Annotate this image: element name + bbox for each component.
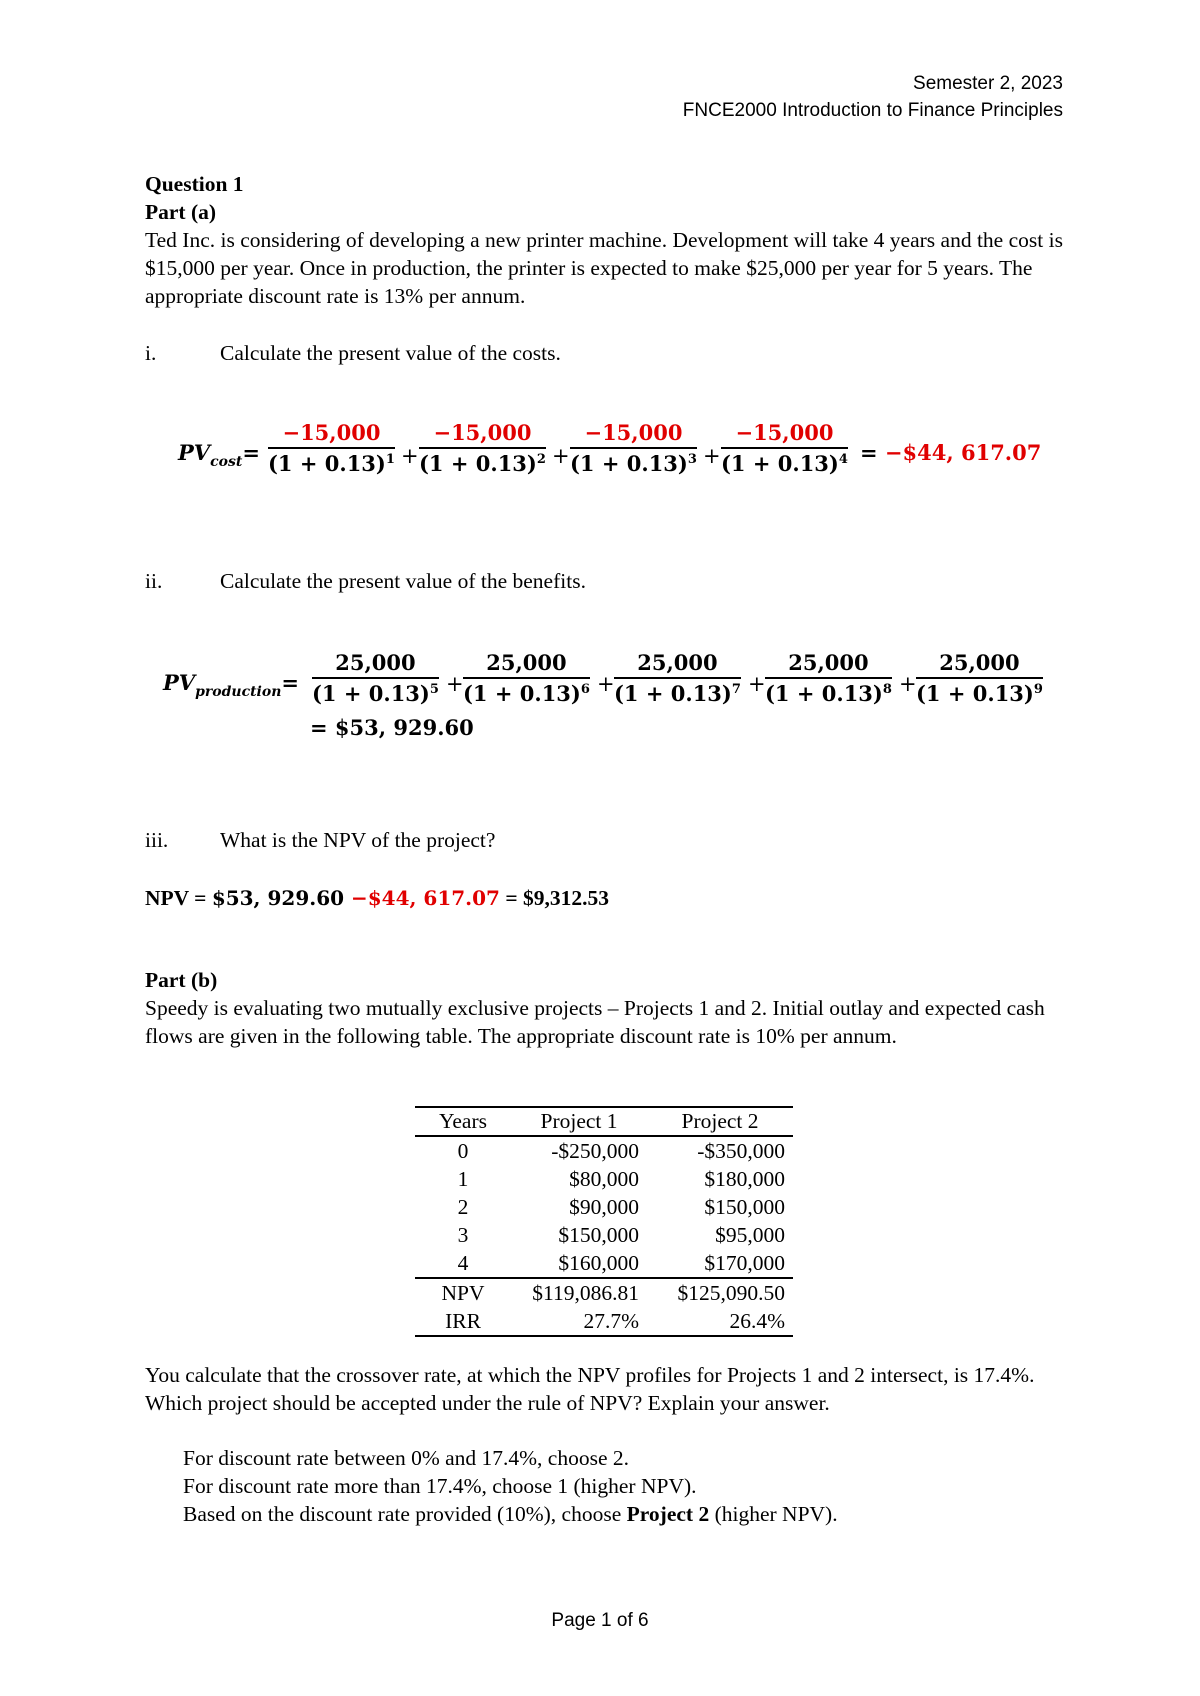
col-project-2: Project 2 bbox=[647, 1107, 793, 1136]
plus-sign: + bbox=[552, 444, 570, 468]
item-i-text: Calculate the present value of the costs. bbox=[220, 341, 561, 365]
project-1-cell: $90,000 bbox=[569, 1194, 639, 1219]
part-b-title: Part (b) bbox=[145, 968, 218, 992]
answer-line-2: For discount rate more than 17.4%, choose 1 (higher NPV). bbox=[183, 1474, 697, 1498]
plus-sign: + bbox=[401, 444, 419, 468]
plus-sign: + bbox=[899, 672, 917, 696]
crossover-question: You calculate that the crossover rate, at which the NPV profiles for Projects 1 and 2 intersect, is 17.4%. Which project should be accepted under the rule of NPV? Explain your answer. bbox=[145, 1363, 1035, 1415]
table-row bbox=[415, 1249, 793, 1278]
project-2-cell: -$350,000 bbox=[697, 1138, 785, 1163]
item-ii-text: Calculate the present value of the benefits. bbox=[220, 569, 586, 593]
pv-cost-term-3: $\frac{-15,000}{(1 + 0.13)^3}$ bbox=[570, 420, 697, 476]
pv-production-term-5: $\frac{25,000}{(1 + 0.13)^9}$ bbox=[916, 650, 1043, 706]
part-a-title: Part (a) bbox=[145, 200, 217, 224]
pv-production-result: = $53, 929.60 bbox=[310, 715, 474, 740]
year-cell: 4 bbox=[457, 1250, 469, 1275]
project-2-npv: $125,090.50 bbox=[647, 1278, 793, 1307]
item-ii-number: ii. bbox=[145, 569, 163, 593]
col-years: Years bbox=[415, 1107, 511, 1136]
project-1-cell: $150,000 bbox=[558, 1222, 639, 1247]
pv-cost-result: = −$44, 617.07 bbox=[860, 440, 1042, 465]
pv-cost-term-2: $\frac{-15,000}{(1 + 0.13)^2}$ bbox=[419, 420, 546, 476]
project-1-cell: $80,000 bbox=[569, 1166, 639, 1191]
part-a-intro: Ted Inc. is considering of developing a new printer machine. Development will take 4 years and the cost is $15,000 per year. Once in production, the printer is expected to make $25,000 per year for 5 years. The appropriate discount rate is 13% per annum. bbox=[145, 228, 1063, 308]
project-2-cell: $180,000 bbox=[704, 1166, 785, 1191]
answer-line-1: For discount rate between 0% and 17.4%, choose 2. bbox=[183, 1446, 630, 1470]
pv-production-lhs: $PV_{production}=$ bbox=[163, 670, 299, 700]
question-title: Question 1 bbox=[145, 172, 244, 196]
pv-production-term-2: $\frac{25,000}{(1 + 0.13)^6}$ bbox=[463, 650, 590, 706]
irr-row bbox=[415, 1307, 793, 1336]
plus-sign: + bbox=[748, 672, 766, 696]
page-number: Page 1 of 6 bbox=[551, 1610, 649, 1631]
npv-row bbox=[415, 1278, 793, 1307]
table-row bbox=[415, 1193, 793, 1221]
plus-sign: + bbox=[446, 672, 464, 696]
year-cell: 0 bbox=[457, 1138, 469, 1163]
answer-line-3: Based on the discount rate provided (10%), choose Project 2 (higher NPV). bbox=[183, 1502, 838, 1526]
table-row bbox=[415, 1136, 793, 1165]
npv-label: NPV bbox=[415, 1278, 511, 1307]
project-2-cell: $95,000 bbox=[715, 1222, 785, 1247]
irr-label: IRR bbox=[415, 1307, 511, 1336]
item-iii-number: iii. bbox=[145, 828, 169, 852]
semester-label: Semester 2, 2023 bbox=[913, 73, 1063, 94]
project-2-cell: $150,000 bbox=[704, 1194, 785, 1219]
cash-flow-table bbox=[415, 1106, 793, 1337]
item-i-number: i. bbox=[145, 341, 157, 365]
project-2-irr: 26.4% bbox=[647, 1307, 793, 1336]
page-header bbox=[683, 70, 1063, 124]
part-b-intro: Speedy is evaluating two mutually exclusive projects – Projects 1 and 2. Initial outlay and expected cash flows are given in the following table. The appropriate discount rate is 10% per annum. bbox=[145, 996, 1045, 1048]
table-row bbox=[415, 1165, 793, 1193]
year-cell: 2 bbox=[457, 1194, 469, 1219]
pv-cost-term-1: $\frac{-15,000}{(1 + 0.13)^1}$ bbox=[268, 420, 395, 476]
plus-sign: + bbox=[703, 444, 721, 468]
year-cell: 3 bbox=[457, 1222, 469, 1247]
plus-sign: + bbox=[597, 672, 615, 696]
project-1-npv: $119,086.81 bbox=[511, 1278, 647, 1307]
year-cell: 1 bbox=[457, 1166, 469, 1191]
project-1-irr: 27.7% bbox=[511, 1307, 647, 1336]
pv-production-term-1: $\frac{25,000}{(1 + 0.13)^5}$ bbox=[312, 650, 439, 706]
project-1-cell: $160,000 bbox=[558, 1250, 639, 1275]
col-project-1: Project 1 bbox=[511, 1107, 647, 1136]
pv-production-term-4: $\frac{25,000}{(1 + 0.13)^8}$ bbox=[765, 650, 892, 706]
pv-cost-lhs: $PV_{cost}=$ bbox=[178, 440, 260, 470]
npv-line: NPV = $53, 929.60 −$44, 617.07 = $9,312.53 bbox=[145, 886, 609, 910]
project-1-cell: -$250,000 bbox=[551, 1138, 639, 1163]
pv-production-term-3: $\frac{25,000}{(1 + 0.13)^7}$ bbox=[614, 650, 741, 706]
table-row bbox=[415, 1221, 793, 1249]
project-2-cell: $170,000 bbox=[704, 1250, 785, 1275]
table-header-row bbox=[415, 1107, 793, 1136]
item-iii-text: What is the NPV of the project? bbox=[220, 828, 496, 852]
pv-cost-term-4: $\frac{-15,000}{(1 + 0.13)^4}$ bbox=[721, 420, 848, 476]
course-title: FNCE2000 Introduction to Finance Principles bbox=[682, 100, 1063, 121]
